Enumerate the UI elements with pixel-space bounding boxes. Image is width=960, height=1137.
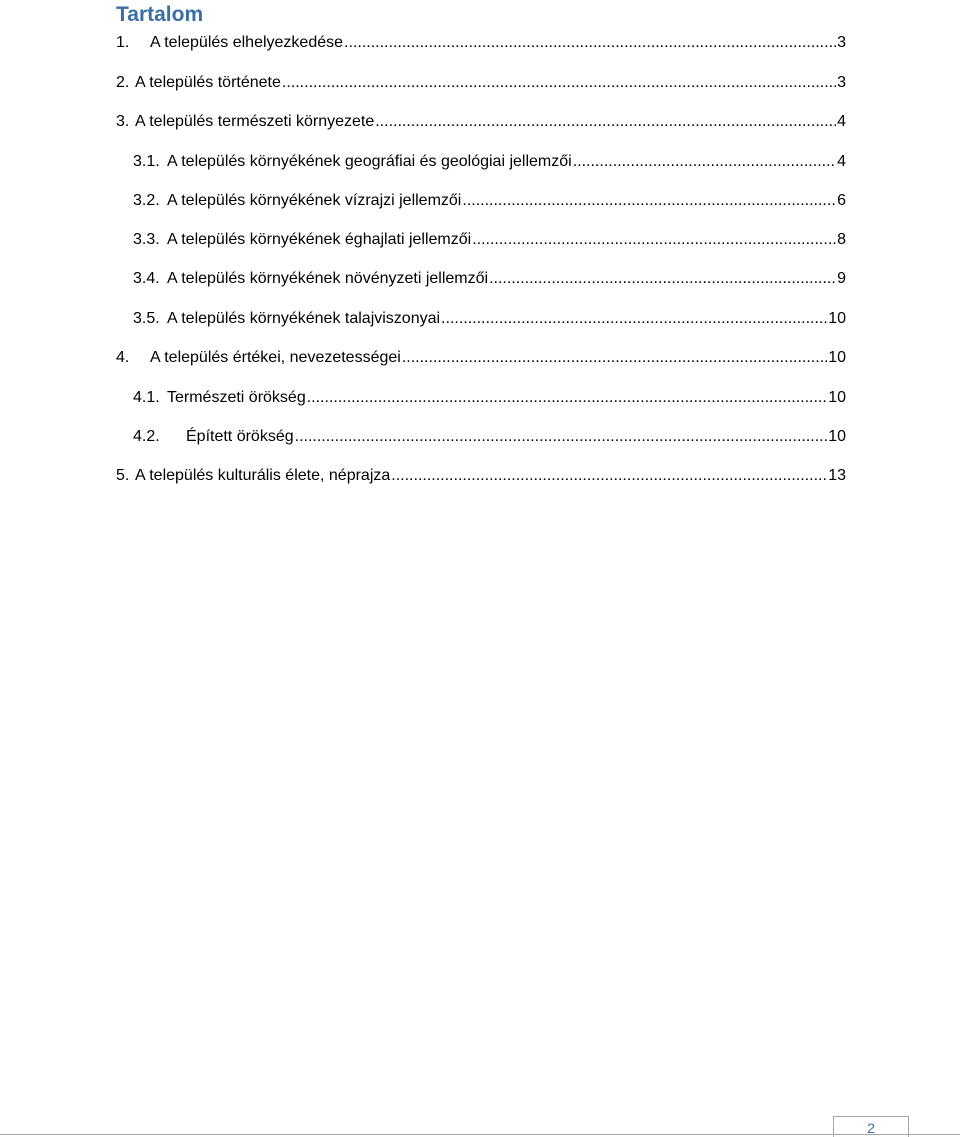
toc-entry-page: 6 (837, 192, 846, 209)
toc-entry-text: A település környékének vízrajzi jellemzői (167, 192, 462, 209)
toc-entry-number: 4.2. (133, 428, 160, 445)
toc-entry-text: A település természeti környezete (135, 113, 375, 130)
toc-entry-text: A település kulturális élete, néprajza (135, 467, 391, 484)
toc-dot-leader (375, 111, 836, 133)
toc-dot-leader (344, 32, 836, 54)
toc-entry-number: 3.2. (133, 192, 160, 209)
toc-dot-leader (441, 308, 827, 330)
toc-entry-text: Természeti örökség (167, 389, 306, 406)
toc-entry-text: A település története (135, 74, 281, 91)
toc-entry-page: 8 (837, 231, 846, 248)
toc-entry[interactable] (116, 465, 846, 487)
toc-entry-text: A település elhelyezkedése (150, 34, 344, 51)
toc-entry-text: A település környékének növényzeti jellemzői (167, 270, 489, 287)
toc-entry-number: 3.3. (133, 231, 160, 248)
toc-entry-page: 3 (837, 74, 846, 91)
toc-entry-number: 3.4. (133, 270, 160, 287)
toc-entry[interactable] (133, 229, 846, 251)
toc-entry-page: 4 (837, 113, 846, 130)
toc-dot-leader (391, 465, 827, 487)
toc-dot-leader (573, 151, 836, 173)
toc-entry-number: 4. (116, 349, 130, 366)
toc-entry-number: 3.1. (133, 153, 160, 170)
toc-entry-page: 4 (837, 153, 846, 170)
toc-entry[interactable] (133, 426, 846, 448)
toc-entry-number: 5. (116, 467, 130, 484)
toc-title: Tartalom (116, 3, 204, 26)
toc-entry-number: 4.1. (133, 389, 160, 406)
toc-dot-leader (489, 268, 836, 290)
toc-entry-page: 13 (828, 467, 846, 484)
toc-entry-text: A település környékének talajviszonyai (167, 310, 441, 327)
toc-dot-leader (472, 229, 836, 251)
toc-dot-leader (402, 347, 827, 369)
toc-dot-leader (307, 387, 827, 409)
toc-entry[interactable] (116, 72, 846, 94)
toc-entry-page: 9 (837, 270, 846, 287)
footer-rule (0, 1134, 960, 1135)
toc-entry-text: A település környékének éghajlati jellemzői (167, 231, 472, 248)
toc-entry-page: 10 (828, 428, 846, 445)
toc-entry-number: 3.5. (133, 310, 160, 327)
toc-dot-leader (282, 72, 836, 94)
toc-entry[interactable] (133, 308, 846, 330)
toc-entry-text: Épített örökség (186, 428, 294, 445)
toc-entry[interactable] (133, 387, 846, 409)
toc-entry[interactable] (116, 32, 846, 54)
toc-dot-leader (462, 190, 836, 212)
page-number: 2 (867, 1120, 875, 1136)
toc-dot-leader (295, 426, 828, 448)
toc-entry[interactable] (133, 151, 846, 173)
toc-entry-number: 1. (116, 34, 130, 51)
toc-entry[interactable] (133, 190, 846, 212)
toc-entry-text: A település környékének geográfiai és geológiai jellemzői (167, 153, 572, 170)
toc-entry-text: A település értékei, nevezetességei (150, 349, 401, 366)
toc-entry-page: 10 (828, 389, 846, 406)
toc-entry[interactable] (116, 347, 846, 369)
toc-entry-number: 3. (116, 113, 130, 130)
toc-entry-page: 10 (828, 310, 846, 327)
toc-entry[interactable] (116, 111, 846, 133)
toc-entry[interactable] (133, 268, 846, 290)
toc-entry-page: 3 (837, 34, 846, 51)
toc-entry-number: 2. (116, 74, 130, 91)
toc-entry-page: 10 (828, 349, 846, 366)
